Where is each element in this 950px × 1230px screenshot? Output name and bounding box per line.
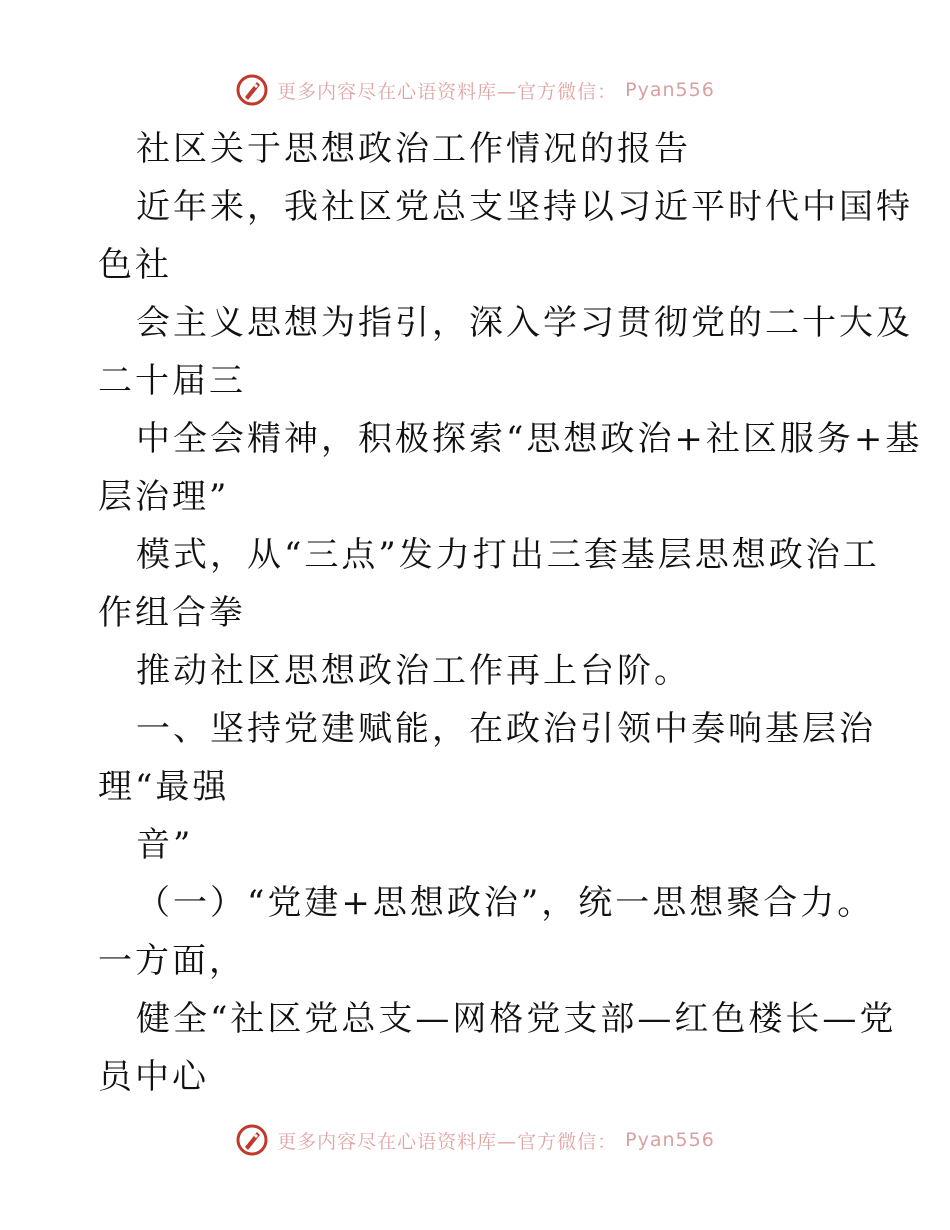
document-line: 二十届三: [98, 361, 246, 401]
document-line: 模式，从“三点”发力打出三套基层思想政治工: [136, 535, 880, 575]
footer-watermark: [0, 1120, 950, 1160]
document-line: 音”: [136, 825, 194, 865]
document-line: 作组合拳: [98, 593, 246, 633]
pen-nib-logo-icon: [235, 1123, 269, 1157]
watermark-id: Pyan556: [625, 79, 715, 101]
document-line: 理“最强: [98, 767, 230, 807]
document-line: （一）“党建+思想政治”，统一思想聚合力。: [136, 883, 875, 923]
document-line: 员中心: [98, 1057, 209, 1097]
document-line: 近年来，我社区党总支坚持以习近平时代中国特: [136, 187, 913, 227]
header-watermark: [0, 70, 950, 110]
document-line: 层治理”: [98, 477, 230, 517]
document-line: 一、坚持党建赋能，在政治引领中奏响基层治: [136, 709, 876, 749]
pen-nib-logo-icon: [235, 73, 269, 107]
document-line: 健全“社区党总支—网格党支部—红色楼长—党: [136, 999, 897, 1039]
document-line: 会主义思想为指引，深入学习贯彻党的二十大及: [136, 303, 913, 343]
document-line: 推动社区思想政治工作再上台阶。: [136, 651, 691, 691]
watermark-text: 更多内容尽在心语资料库—官方微信：: [277, 80, 618, 103]
document-line: 中全会精神，积极探索“思想政治+社区服务+基: [136, 419, 923, 459]
watermark-id: Pyan556: [625, 1129, 715, 1151]
document-body: [98, 120, 923, 1106]
document-line: 社区关于思想政治工作情况的报告: [136, 129, 691, 169]
watermark-text: 更多内容尽在心语资料库—官方微信：: [277, 1130, 618, 1153]
document-line: 一方面，: [98, 941, 246, 981]
document-line: 色社: [98, 245, 172, 285]
